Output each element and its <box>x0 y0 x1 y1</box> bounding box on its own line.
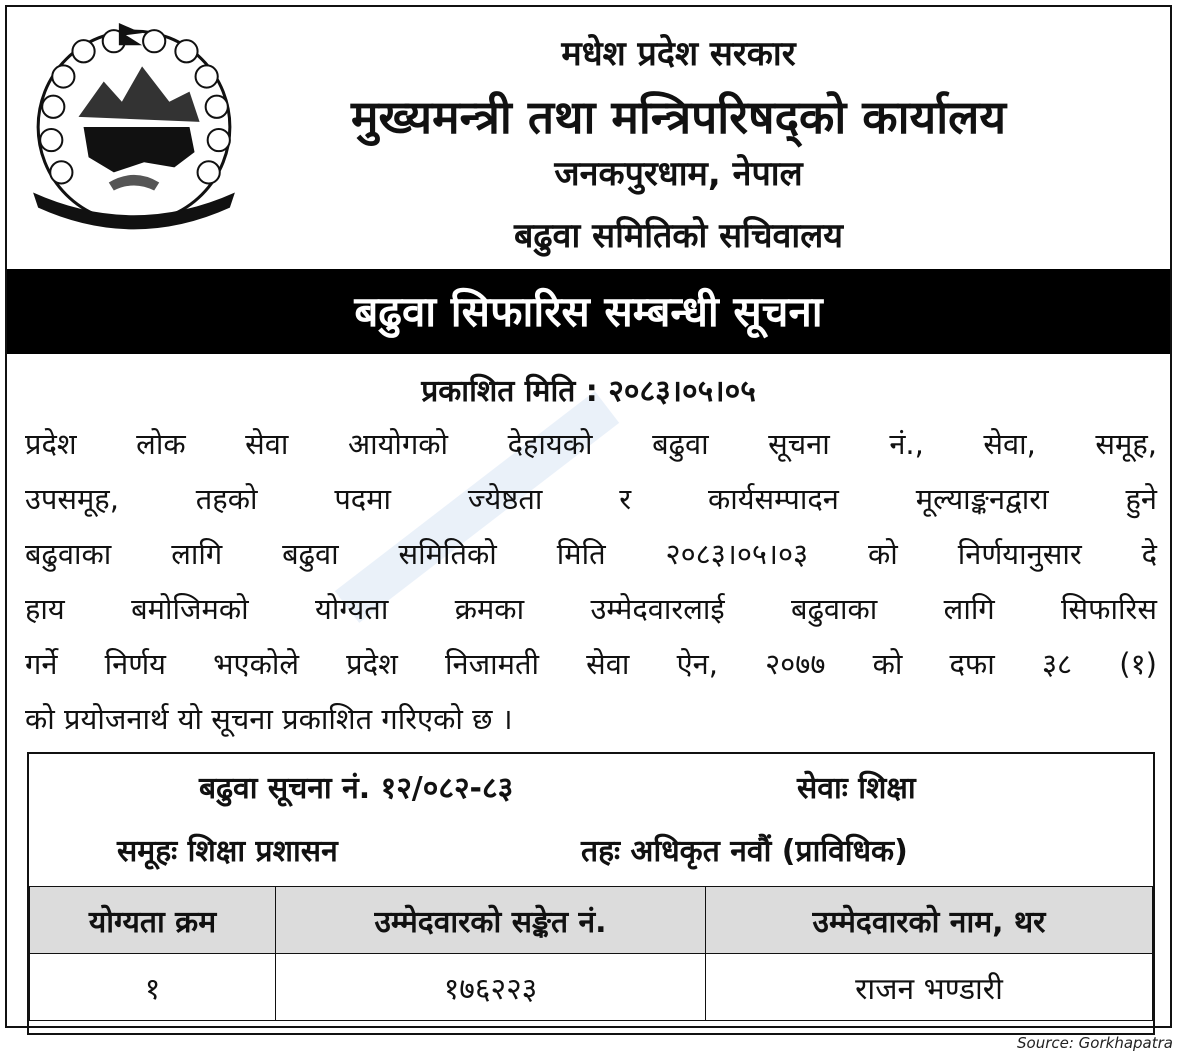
government-name: मधेश प्रदेश सरकार <box>561 34 796 74</box>
office-location: जनकपुरधाम, नेपाल <box>554 154 803 194</box>
rank-cell: १ <box>30 954 276 1021</box>
published-date-label: प्रकाशित मिति : <box>421 374 598 409</box>
column-header-rank: योग्यता क्रम <box>30 887 276 954</box>
body-line: प्रदेश लोक सेवा आयोगको देहायको बढुवा सूचना नं., सेवा, समूह, <box>25 427 1157 461</box>
published-date <box>7 369 1170 410</box>
notice-number: बढुवा सूचना नं. १२/०८२-८३ <box>199 771 514 806</box>
body-line: को प्रयोजनार्थ यो सूचना प्रकाशित गरिएको छ । <box>25 702 513 736</box>
secretariat-name: बढुवा समितिको सचिवालय <box>513 216 844 256</box>
table-row <box>30 954 1153 1021</box>
body-line: हाय बमोजिमको योग्यता क्रमका उम्मेदवारलाई बढुवाका लागि सिफारिस <box>25 592 1157 626</box>
group: समूहः शिक्षा प्रशासन <box>117 834 338 869</box>
promotion-details <box>27 752 1155 1035</box>
level: तहः अधिकृत नवौं (प्राविधिक) <box>581 834 908 869</box>
name-cell: राजन भण्डारी <box>706 954 1153 1021</box>
code-cell: १७६२२३ <box>276 954 706 1021</box>
candidate-table <box>29 886 1153 1021</box>
service: सेवाः शिक्षा <box>797 771 916 806</box>
notice-title: बढुवा सिफारिस सम्बन्धी सूचना <box>7 269 1170 354</box>
notice-body <box>25 417 1157 747</box>
source-credit: Source: Gorkhapatra <box>1017 1034 1173 1052</box>
office-name: मुख्यमन्त्री तथा मन्त्रिपरिषद्को कार्यालय <box>350 90 1006 144</box>
published-date-value: २०८३।०५।०५ <box>608 374 756 409</box>
body-line: गर्ने निर्णय भएकोले प्रदेश निजामती सेवा ऐन, २०७७ को दफा ३८ (१) <box>25 647 1157 681</box>
header <box>7 7 1170 269</box>
body-line: बढुवाका लागि बढुवा समितिको मिति २०८३।०५।०३ को निर्णयानुसार दे <box>25 537 1157 571</box>
notice-frame <box>5 5 1172 1028</box>
body-line: उपसमूह, तहको पदमा ज्येष्ठता र कार्यसम्पादन मूल्याङ्कनद्वारा हुने <box>25 482 1157 516</box>
column-header-name: उम्मेदवारको नाम, थर <box>706 887 1153 954</box>
table-header-row <box>30 887 1153 954</box>
column-header-code: उम्मेदवारको सङ्केत नं. <box>276 887 706 954</box>
